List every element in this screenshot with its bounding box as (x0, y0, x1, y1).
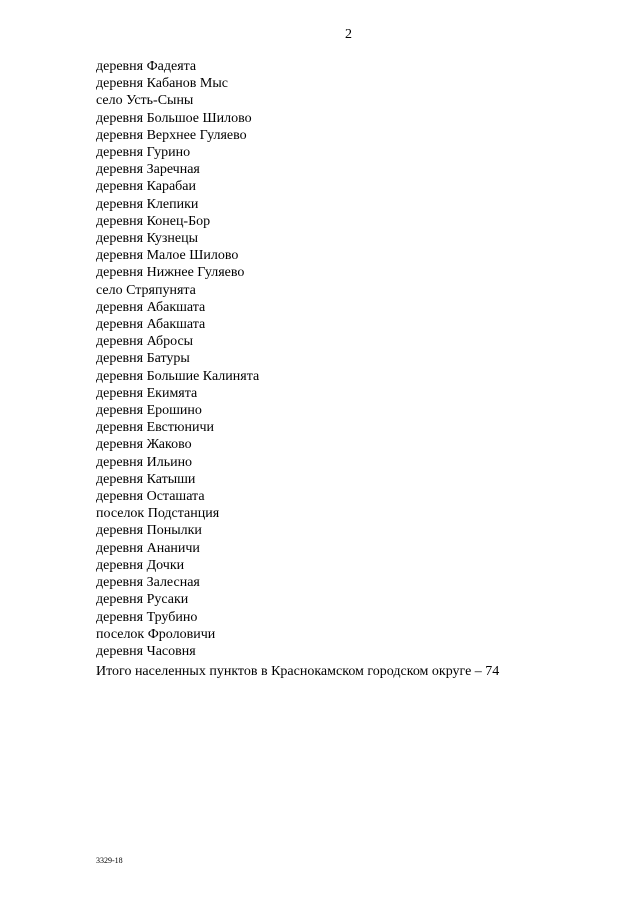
list-item: деревня Осташата (96, 489, 205, 505)
page-number: 2 (345, 27, 352, 42)
list-item: деревня Кузнецы (96, 231, 199, 247)
list-item: деревня Верхнее Гуляево (96, 127, 247, 143)
list-item: деревня Ананичи (96, 540, 200, 556)
list-item: деревня Батуры (96, 351, 190, 367)
list-item: деревня Кабанов Мыс (96, 76, 228, 92)
list-item: деревня Нижнее Гуляево (96, 265, 245, 281)
settlement-list (96, 58, 259, 660)
list-item: деревня Большое Шилово (96, 110, 252, 126)
list-item: деревня Карабаи (96, 179, 197, 195)
list-item: деревня Жаково (96, 437, 192, 453)
list-item: деревня Абакшата (96, 299, 206, 315)
list-item: деревня Трубино (96, 609, 198, 625)
list-item: деревня Абросы (96, 334, 194, 350)
list-item: село Стряпунята (96, 282, 196, 298)
list-item: поселок Подстанция (96, 506, 220, 522)
list-item: деревня Дочки (96, 557, 185, 573)
list-item: деревня Клепики (96, 196, 199, 212)
list-item: деревня Ерошино (96, 403, 202, 419)
list-item: село Усть-Сыны (96, 93, 194, 109)
list-item: деревня Фадеята (96, 59, 197, 74)
list-item: деревня Катыши (96, 471, 196, 487)
list-item: деревня Заречная (96, 162, 200, 178)
list-item: деревня Русаки (96, 592, 189, 608)
list-item: деревня Конец-Бор (96, 213, 211, 229)
list-item: поселок Фроловичи (96, 626, 216, 642)
list-item: деревня Малое Шилово (96, 248, 239, 264)
list-item: деревня Большие Калинята (96, 368, 260, 384)
list-item: деревня Ильино (96, 454, 193, 470)
document-code: 3329-18 (96, 856, 123, 865)
list-item: деревня Часовня (96, 643, 196, 659)
list-item: деревня Евстюничи (96, 420, 214, 436)
list-item: деревня Залесная (96, 575, 200, 591)
list-item: деревня Екимята (96, 385, 198, 401)
list-item: деревня Абакшата (96, 317, 206, 333)
total-settlements-line: Итого населенных пунктов в Краснокамском городском округе – 74 (96, 664, 500, 679)
list-item: деревня Понылки (96, 523, 202, 539)
list-item: деревня Гурино (96, 145, 191, 161)
